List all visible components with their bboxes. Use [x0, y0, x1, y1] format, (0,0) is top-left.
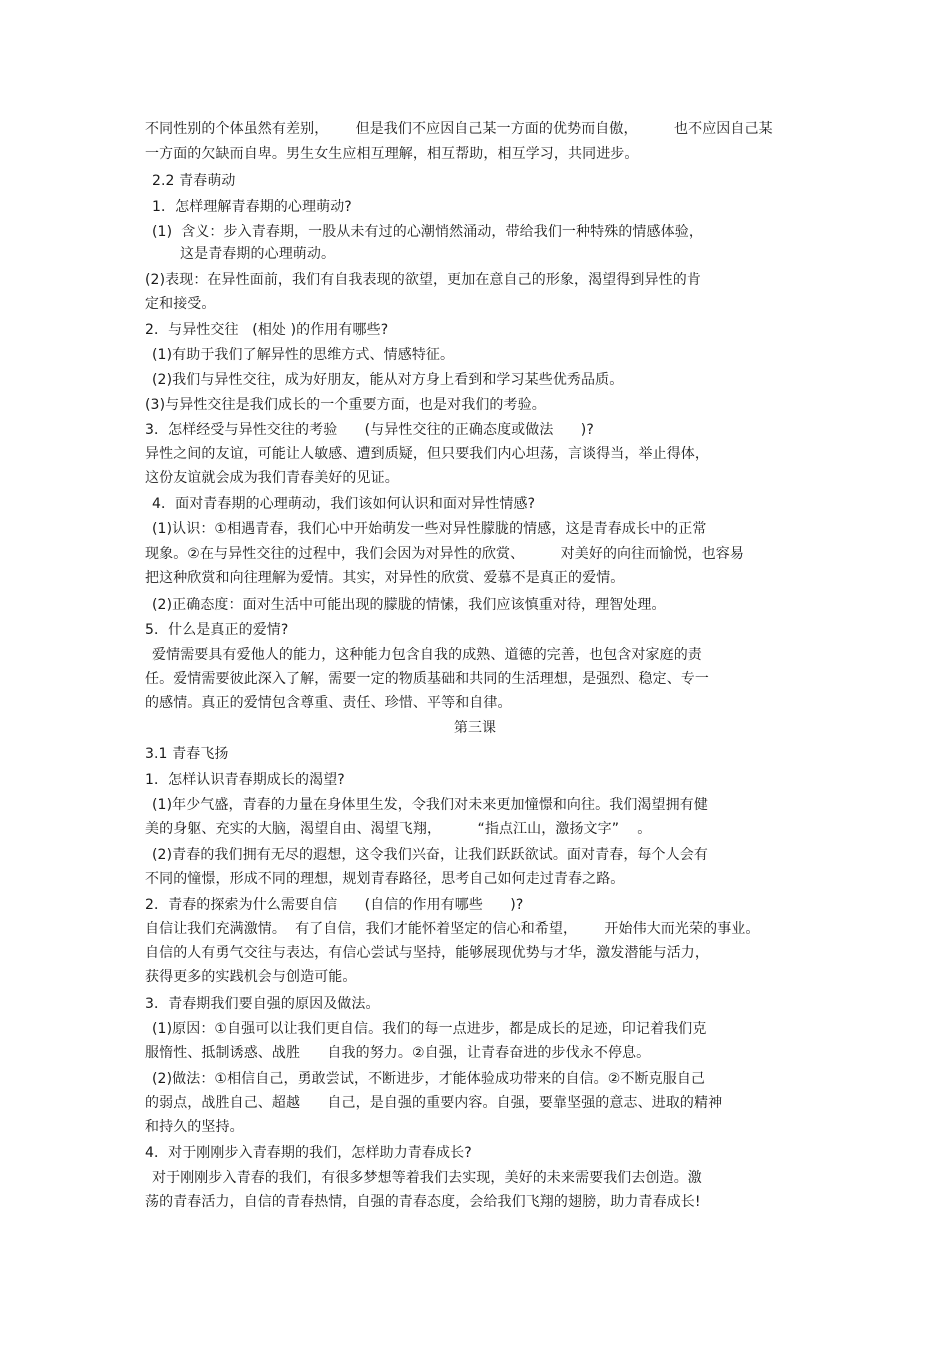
body-text-line: 一方面的欠缺而自卑。男生女生应相互理解，相互帮助，相互学习，共同进步。 [145, 146, 639, 162]
question-heading: 2．青春的探索为什么需要自信 (自信的作用有哪些 )? [145, 897, 524, 913]
question-heading: 2．与异性交往 (相处 )的作用有哪些? [145, 322, 389, 338]
body-text-line: 这份友谊就会成为我们青春美好的见证。 [145, 470, 399, 486]
question-heading: 4．面对青春期的心理萌动，我们该如何认识和面对异性情感? [152, 496, 536, 512]
body-text-line: (1)有助于我们了解异性的思维方式、情感特征。 [152, 347, 455, 363]
body-text-line: 定和接受。 [145, 296, 216, 312]
body-text-line: 荡的青春活力，自信的青春热情，自强的青春态度，会给我们飞翔的翅膀，助力青春成长! [145, 1194, 701, 1210]
body-text-line: 的弱点，战胜自己、超越 自己，是自强的重要内容。自强，要靠坚强的意志、进取的精神 [145, 1095, 723, 1111]
body-text-line: 和持久的坚持。 [145, 1119, 244, 1135]
section-heading: 2.2 青春萌动 [152, 173, 236, 189]
body-text-line: (1)年少气盛，青春的力量在身体里生发，令我们对未来更加憧憬和向往。我们渴望拥有健 [152, 797, 708, 813]
body-text-line: (2)我们与异性交往，成为好朋友，能从对方身上看到和学习某些优秀品质。 [152, 372, 624, 388]
question-heading: 1．怎样认识青春期成长的渴望? [145, 772, 345, 788]
body-text-line: 自信让我们充满激情。 有了自信，我们才能怀着坚定的信心和希望， 开始伟大而光荣的事业。 [145, 921, 760, 937]
body-text-line: 美的身躯、充实的大脑，渴望自由、渴望飞翔， “指点江山，激扬文字” 。 [145, 821, 652, 837]
body-text-line: (2)青春的我们拥有无尽的遐想，这令我们兴奋，让我们跃跃欲试。面对青春，每个人会有 [152, 847, 708, 863]
question-heading: 4．对于刚刚步入青春期的我们，怎样助力青春成长? [145, 1145, 472, 1161]
body-text-line: (3)与异性交往是我们成长的一个重要方面，也是对我们的考验。 [145, 397, 546, 413]
question-heading: 3．怎样经受与异性交往的考验 (与异性交往的正确态度或做法 )? [145, 422, 594, 438]
body-text-line: 任。爱情需要彼此深入了解，需要一定的物质基础和共同的生活理想，是强烈、稳定、专一 [145, 671, 709, 687]
body-text-line: 服惰性、抵制诱惑、战胜 自我的努力。②自强，让青春奋进的步伐永不停息。 [145, 1045, 651, 1061]
body-text-line: 对于刚刚步入青春的我们，有很多梦想等着我们去实现，美好的未来需要我们去创造。激 [152, 1170, 702, 1186]
body-text-line: (2)正确态度：面对生活中可能出现的朦胧的情愫，我们应该慎重对待，理智处理。 [152, 597, 666, 613]
body-text-line: 异性之间的友谊，可能让人敏感、遭到质疑，但只要我们内心坦荡，言谈得当，举止得体， [145, 446, 709, 462]
lesson-title: 第三课 [453, 720, 497, 736]
section-heading: 3.1 青春飞扬 [145, 746, 229, 762]
body-text-line: 不同性别的个体虽然有差别， 但是我们不应因自己某一方面的优势而自傲， 也不应因自己某 [145, 121, 773, 137]
question-heading: 3．青春期我们要自强的原因及做法。 [145, 996, 380, 1012]
body-text-line: 的感情。真正的爱情包含尊重、责任、珍惜、平等和自律。 [145, 695, 512, 711]
body-text-line: 这是青春期的心理萌动。 [180, 246, 336, 262]
body-text-line: (1)原因：①自强可以让我们更自信。我们的每一点进步，都是成长的足迹，印记着我们克 [152, 1021, 707, 1037]
body-text-line: 现象。②在与异性交往的过程中，我们会因为对异性的欣赏、 对美好的向往而愉悦，也容易 [145, 546, 744, 562]
body-text-line: (2)做法：①相信自己，勇敢尝试，不断进步，才能体验成功带来的自信。②不断克服自己 [152, 1071, 706, 1087]
body-text-line: 获得更多的实践机会与创造可能。 [145, 969, 357, 985]
question-heading: 5．什么是真正的爱情? [145, 622, 289, 638]
body-text-line: 不同的憧憬，形成不同的理想，规划青春路径，思考自己如何走过青春之路。 [145, 871, 625, 887]
body-text-line: (1) 含义：步入青春期，一股从未有过的心潮悄然涌动，带给我们一种特殊的情感体验， [152, 224, 703, 240]
body-text-line: 爱情需要具有爱他人的能力，这种能力包含自我的成熟、道德的完善，也包含对家庭的责 [152, 647, 702, 663]
body-text-line: (2)表现：在异性面前，我们有自我表现的欲望，更加在意自己的形象，渴望得到异性的肯 [145, 272, 701, 288]
question-heading: 1．怎样理解青春期的心理萌动? [152, 199, 352, 215]
body-text-line: 把这种欣赏和向往理解为爱情。其实，对异性的欣赏、爱慕不是真正的爱情。 [145, 570, 625, 586]
body-text-line: (1)认识：①相遇青春，我们心中开始萌发一些对异性朦胧的情感，这是青春成长中的正常 [152, 521, 707, 537]
body-text-line: 自信的人有勇气交往与表达，有信心尝试与坚持，能够展现优势与才华，激发潜能与活力， [145, 945, 709, 961]
